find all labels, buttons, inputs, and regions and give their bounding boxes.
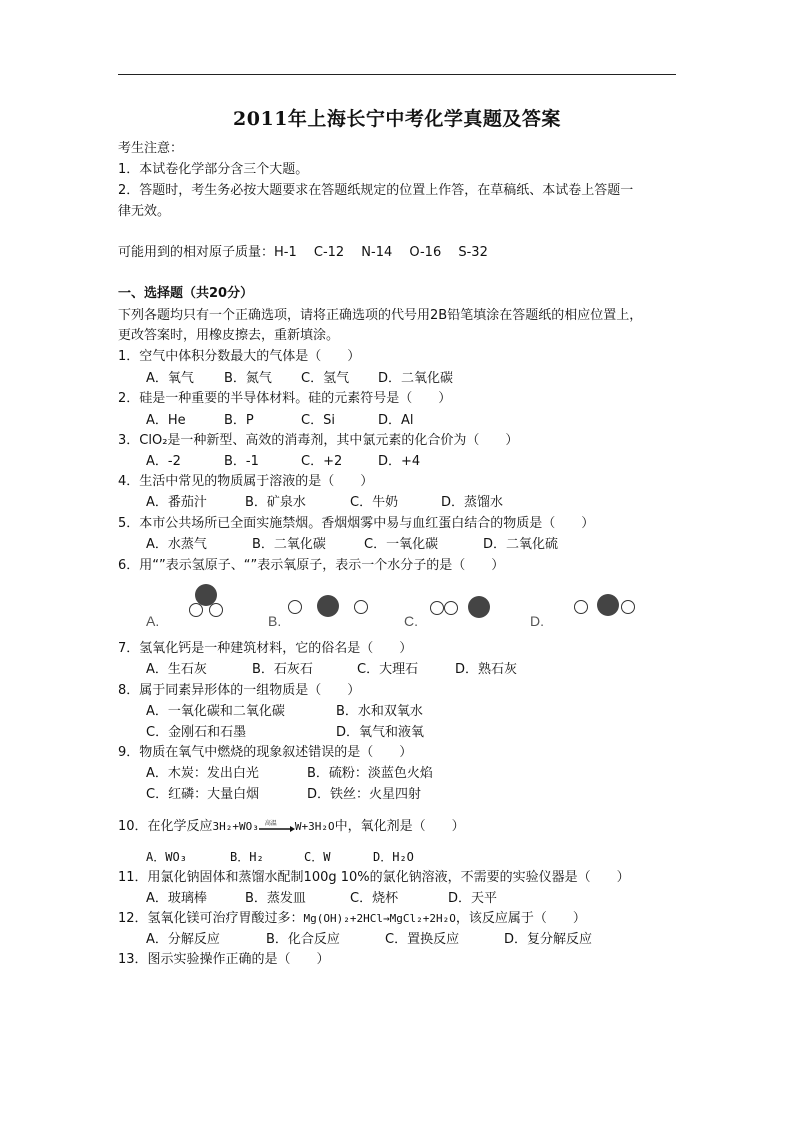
option-a: A．一氧化碳和二氧化碳 bbox=[146, 704, 285, 719]
question-stem: 11．用氯化钠固体和蒸馏水配制100g 10%的氯化钠溶液，不需要的实验仪器是（ ） bbox=[118, 870, 630, 885]
option-c: C．大理石 bbox=[357, 662, 419, 677]
option-c: C．W bbox=[304, 850, 331, 864]
option-b: B．化合反应 bbox=[266, 932, 340, 947]
option-d: D．二氧化碳 bbox=[378, 371, 454, 386]
option-c: C. bbox=[404, 613, 418, 629]
option-a: A．番茄汁 bbox=[146, 495, 207, 510]
equation: Mg(OH)₂+2HCl→MgCl₂+2H₂O bbox=[303, 912, 456, 925]
hydrogen-atom-icon bbox=[355, 601, 368, 614]
option-d: D. bbox=[530, 613, 544, 629]
section-heading: 一、选择题（共20分） bbox=[118, 286, 254, 301]
option-b: B．石灰石 bbox=[252, 662, 313, 677]
option-c: C．Si bbox=[301, 413, 335, 428]
question-stem bbox=[118, 910, 586, 928]
arrow-icon bbox=[259, 824, 295, 834]
option-a: A．WO₃ bbox=[146, 850, 187, 864]
question-stem: 1．空气中体积分数最大的气体是（ ） bbox=[118, 349, 361, 364]
header-rule bbox=[118, 74, 676, 75]
option-c: C．烧杯 bbox=[350, 891, 399, 906]
option-d: D．+4 bbox=[378, 454, 421, 469]
option-d: D．二氧化硫 bbox=[483, 537, 559, 552]
oxygen-atom-icon bbox=[195, 584, 217, 606]
equation-reactants: 3H₂+WO₃ bbox=[212, 820, 259, 833]
reaction-arrow bbox=[259, 821, 295, 833]
question-stem: 6．用“”表示氢原子、“”表示氧原子，表示一个水分子的是（ ） bbox=[118, 558, 505, 573]
option-c: C．+2 bbox=[301, 454, 343, 469]
option-d: D．H₂O bbox=[373, 850, 414, 864]
equation-products: W+3H₂O bbox=[294, 820, 335, 833]
molecule-options-figure bbox=[140, 580, 660, 632]
option-d: D．氧气和液氧 bbox=[336, 725, 425, 740]
option-c: C．红磷：大量白烟 bbox=[146, 787, 260, 802]
question-stem-text: 中，氧化剂是（ ） bbox=[334, 819, 465, 834]
notice-heading: 考生注意： bbox=[118, 141, 184, 156]
hydrogen-atom-icon bbox=[575, 601, 588, 614]
page-title: 2011年上海长宁中考化学真题及答案 bbox=[233, 108, 561, 130]
question-stem: 4．生活中常见的物质属于溶液的是（ ） bbox=[118, 474, 374, 489]
option-b: B. bbox=[268, 613, 282, 629]
option-c: C．氢气 bbox=[301, 371, 350, 386]
notice-item: 1．本试卷化学部分含三个大题。 bbox=[118, 162, 309, 177]
option-b: B．-1 bbox=[224, 454, 259, 469]
oxygen-atom-icon bbox=[597, 594, 619, 616]
hydrogen-atom-icon bbox=[190, 604, 203, 617]
option-b: B．氮气 bbox=[224, 371, 272, 386]
notice-item: 律无效。 bbox=[118, 204, 171, 219]
option-c: C．牛奶 bbox=[350, 495, 399, 510]
option-d: D．铁丝：火星四射 bbox=[307, 787, 422, 802]
question-stem: 13．图示实验操作正确的是（ ） bbox=[118, 952, 330, 967]
option-b: B．水和双氧水 bbox=[336, 704, 423, 719]
oxygen-atom-icon bbox=[468, 596, 490, 618]
option-b: B．矿泉水 bbox=[245, 495, 306, 510]
question-stem-text: 10．在化学反应 bbox=[118, 819, 213, 834]
hydrogen-atom-icon bbox=[210, 604, 223, 617]
option-a: A．生石灰 bbox=[146, 662, 207, 677]
question-stem: 7．氢氧化钙是一种建筑材料，它的俗名是（ ） bbox=[118, 641, 413, 656]
option-d: D．天平 bbox=[448, 891, 498, 906]
hydrogen-atom-icon bbox=[289, 601, 302, 614]
arrow-condition: 高温 bbox=[264, 819, 277, 827]
question-stem bbox=[118, 818, 465, 836]
question-stem: 2．硅是一种重要的半导体材料。硅的元素符号是（ ） bbox=[118, 391, 452, 406]
option-c: C．金刚石和石墨 bbox=[146, 725, 247, 740]
hydrogen-atom-icon bbox=[622, 601, 635, 614]
question-stem: 9．物质在氧气中燃烧的现象叙述错误的是（ ） bbox=[118, 745, 413, 760]
question-stem-text: ，该反应属于（ ） bbox=[455, 911, 586, 926]
notice-item: 2．答题时，考生务必按大题要求在答题纸规定的位置上作答，在草稿纸、本试卷上答题一 bbox=[118, 183, 634, 198]
question-stem: 8．属于同素异形体的一组物质是（ ） bbox=[118, 683, 361, 698]
option-a: A．He bbox=[146, 413, 186, 428]
option-b: B．二氧化碳 bbox=[252, 537, 326, 552]
option-d: D．Al bbox=[378, 413, 414, 428]
hydrogen-atom-icon bbox=[431, 602, 444, 615]
option-b: B．蒸发皿 bbox=[245, 891, 306, 906]
atomic-masses: 可能用到的相对原子质量：H-1 C-12 N-14 O-16 S-32 bbox=[118, 245, 488, 260]
oxygen-atom-icon bbox=[317, 595, 339, 617]
option-c: C．置换反应 bbox=[385, 932, 460, 947]
hydrogen-atom-icon bbox=[445, 602, 458, 615]
question-stem-text: 12．氢氧化镁可治疗胃酸过多： bbox=[118, 911, 304, 926]
option-b: B．硫粉：淡蓝色火焰 bbox=[307, 766, 433, 781]
option-d: D．复分解反应 bbox=[504, 932, 593, 947]
option-a: A. bbox=[146, 613, 160, 629]
option-d: D．蒸馏水 bbox=[441, 495, 504, 510]
section-instructions: 更改答案时，用橡皮擦去，重新填涂。 bbox=[118, 328, 340, 343]
option-d: D．熟石灰 bbox=[455, 662, 518, 677]
option-a: A．玻璃棒 bbox=[146, 891, 207, 906]
option-b: B．P bbox=[224, 413, 254, 428]
option-a: A．分解反应 bbox=[146, 932, 220, 947]
question-stem: 3．ClO₂是一种新型、高效的消毒剂，其中氯元素的化合价为（ ） bbox=[118, 433, 519, 448]
option-a: A．木炭：发出白光 bbox=[146, 766, 259, 781]
option-a: A．水蒸气 bbox=[146, 537, 207, 552]
option-b: B．H₂ bbox=[230, 850, 264, 864]
section-instructions: 下列各题均只有一个正确选项，请将正确选项的代号用2B铅笔填涂在答题纸的相应位置上， bbox=[118, 308, 643, 323]
option-a: A．氧气 bbox=[146, 371, 194, 386]
question-stem: 5．本市公共场所已全面实施禁烟。香烟烟雾中易与血红蛋白结合的物质是（ ） bbox=[118, 516, 595, 531]
option-a: A．-2 bbox=[146, 454, 181, 469]
option-c: C．一氧化碳 bbox=[364, 537, 439, 552]
